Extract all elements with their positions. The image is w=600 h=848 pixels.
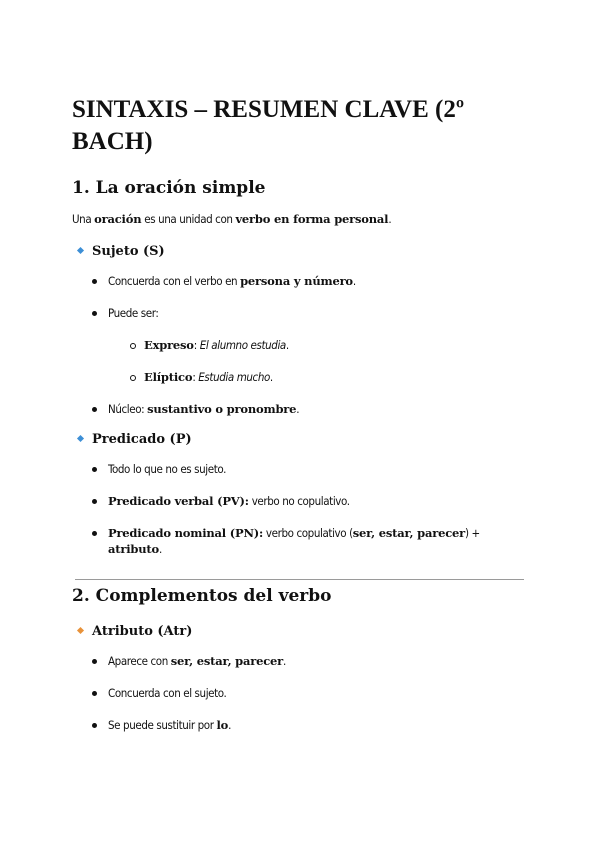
bold-text: ser, estar, parecer: [352, 526, 465, 540]
text: Una: [72, 212, 95, 226]
bold-text: verbo en forma personal: [235, 212, 389, 226]
text: ) +: [464, 526, 480, 540]
sub-list-item: [144, 369, 564, 385]
example-text: El alumno estudia: [199, 338, 286, 352]
list-item: [108, 493, 528, 509]
list-item: [108, 653, 528, 669]
subheading-atributo: [78, 623, 192, 641]
section-heading-complementos: 2. Complementos del verbo: [72, 586, 332, 606]
bold-text: atributo: [108, 542, 159, 556]
list-item: [108, 717, 528, 733]
text: :: [193, 338, 200, 352]
bold-text: Predicado nominal (PN):: [108, 526, 264, 540]
list-item: [108, 273, 528, 289]
text: .: [296, 402, 300, 416]
bold-text: Predicado verbal (PV):: [108, 494, 249, 508]
bold-text: oración: [94, 212, 142, 226]
list-item: [108, 401, 528, 417]
bold-text: Expreso: [144, 338, 194, 352]
text: :: [192, 370, 199, 384]
text: Concuerda con el sujeto.: [108, 686, 227, 700]
bold-text: persona y número: [240, 274, 353, 288]
bold-text: Elíptico: [144, 370, 193, 384]
list-item: [108, 305, 528, 321]
text: .: [283, 654, 286, 668]
text: verbo copulativo (: [263, 526, 353, 540]
subheading-label: Sujeto (S): [92, 244, 165, 259]
list-item: [108, 461, 528, 477]
subheading-label: Predicado (P): [92, 432, 192, 447]
text: .: [228, 718, 231, 732]
text: .: [158, 542, 162, 556]
text: .: [285, 338, 289, 352]
section-heading-oracion-simple: 1. La oración simple: [72, 178, 266, 198]
text: .: [352, 274, 356, 288]
subheading-predicado: [78, 431, 192, 449]
diamond-bullet-icon: [77, 435, 84, 442]
text: Todo lo que no es sujeto.: [108, 462, 227, 476]
text: es una unidad con: [141, 212, 236, 226]
section-divider: [75, 579, 524, 580]
text: Concuerda con el verbo en: [108, 274, 241, 288]
text: Aparece con: [108, 654, 171, 668]
subheading-sujeto: [78, 243, 165, 261]
subheading-label: Atributo (Atr): [92, 624, 193, 639]
list-item: [108, 685, 528, 701]
page-title: SINTAXIS – RESUMEN CLAVE (2º BACH): [72, 96, 465, 155]
text: Puede ser:: [108, 306, 159, 320]
text: Se puede sustituir por: [108, 718, 217, 732]
example-text: Estudia mucho: [198, 370, 270, 384]
bold-text: ser, estar, parecer: [170, 654, 284, 668]
intro-paragraph: [72, 211, 391, 227]
text: Núcleo:: [108, 402, 148, 416]
diamond-bullet-icon: [77, 247, 84, 254]
diamond-bullet-icon: [77, 627, 84, 634]
text: .: [269, 370, 273, 384]
sub-list-item: [144, 337, 564, 353]
text: .: [388, 212, 392, 226]
bold-text: lo: [216, 718, 229, 732]
list-item: [108, 525, 503, 557]
text: verbo no copulativo.: [248, 494, 350, 508]
bold-text: sustantivo o pronombre: [147, 402, 297, 416]
